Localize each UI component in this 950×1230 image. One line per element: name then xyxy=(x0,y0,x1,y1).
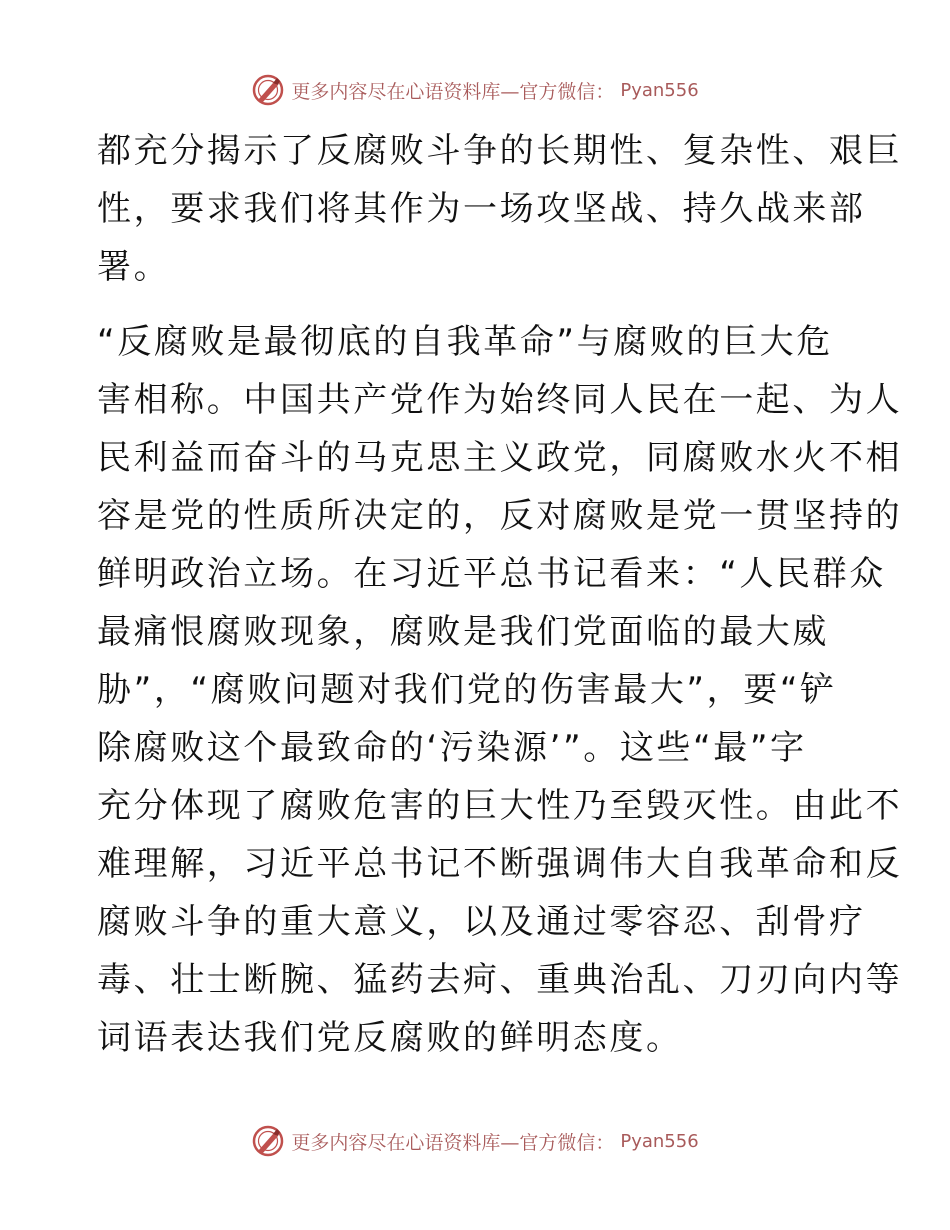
paragraph-line: 鲜明政治立场。在习近平总书记看来：“人民群众 xyxy=(97,554,886,594)
watermark-account: Pyan556 xyxy=(620,1130,699,1152)
paragraph-line: 最痛恨腐败现象，腐败是我们党面临的最大威 xyxy=(97,612,829,652)
paragraph-line: 毒、壮士断腕、猛药去疴、重典治乱、刀刃向内等 xyxy=(97,960,903,1000)
paragraph-line: “反腐败是最彻底的自我革命”与腐败的巨大危 xyxy=(97,322,833,362)
paragraph-line: 民利益而奋斗的马克思主义政党，同腐败水火不相 xyxy=(97,438,903,478)
paragraph-line: 署。 xyxy=(97,247,171,287)
watermark-text: 更多内容尽在心语资料库—官方微信： xyxy=(291,80,615,103)
paragraph-line: 都充分揭示了反腐败斗争的长期性、复杂性、艰巨 xyxy=(97,131,903,171)
paragraph-line: 害相称。中国共产党作为始终同人民在一起、为人 xyxy=(97,380,903,420)
watermark-text: 更多内容尽在心语资料库—官方微信： xyxy=(291,1131,615,1154)
document-body xyxy=(97,122,903,1067)
paragraph-line: 词语表达我们党反腐败的鲜明态度。 xyxy=(97,1018,683,1058)
paragraph-line: 除腐败这个最致命的‘污染源’”。这些“最”字 xyxy=(97,728,807,768)
paragraph-line: 胁”，“腐败问题对我们党的伤害最大”，要“铲 xyxy=(97,670,837,710)
header-watermark xyxy=(0,73,950,107)
paragraph-line: 性，要求我们将其作为一场攻坚战、持久战来部 xyxy=(97,189,866,229)
paragraph-line: 容是党的性质所决定的，反对腐败是党一贯坚持的 xyxy=(97,496,903,536)
paragraph-line: 腐败斗争的重大意义，以及通过零容忍、刮骨疗 xyxy=(97,902,866,942)
paragraph-line: 难理解，习近平总书记不断强调伟大自我革命和反 xyxy=(97,844,903,884)
pen-nib-circle-icon xyxy=(251,73,285,107)
pen-nib-circle-icon xyxy=(251,1124,285,1158)
footer-watermark xyxy=(0,1124,950,1158)
paragraph-line: 充分体现了腐败危害的巨大性乃至毁灭性。由此不 xyxy=(97,786,903,826)
watermark-account: Pyan556 xyxy=(620,79,699,101)
